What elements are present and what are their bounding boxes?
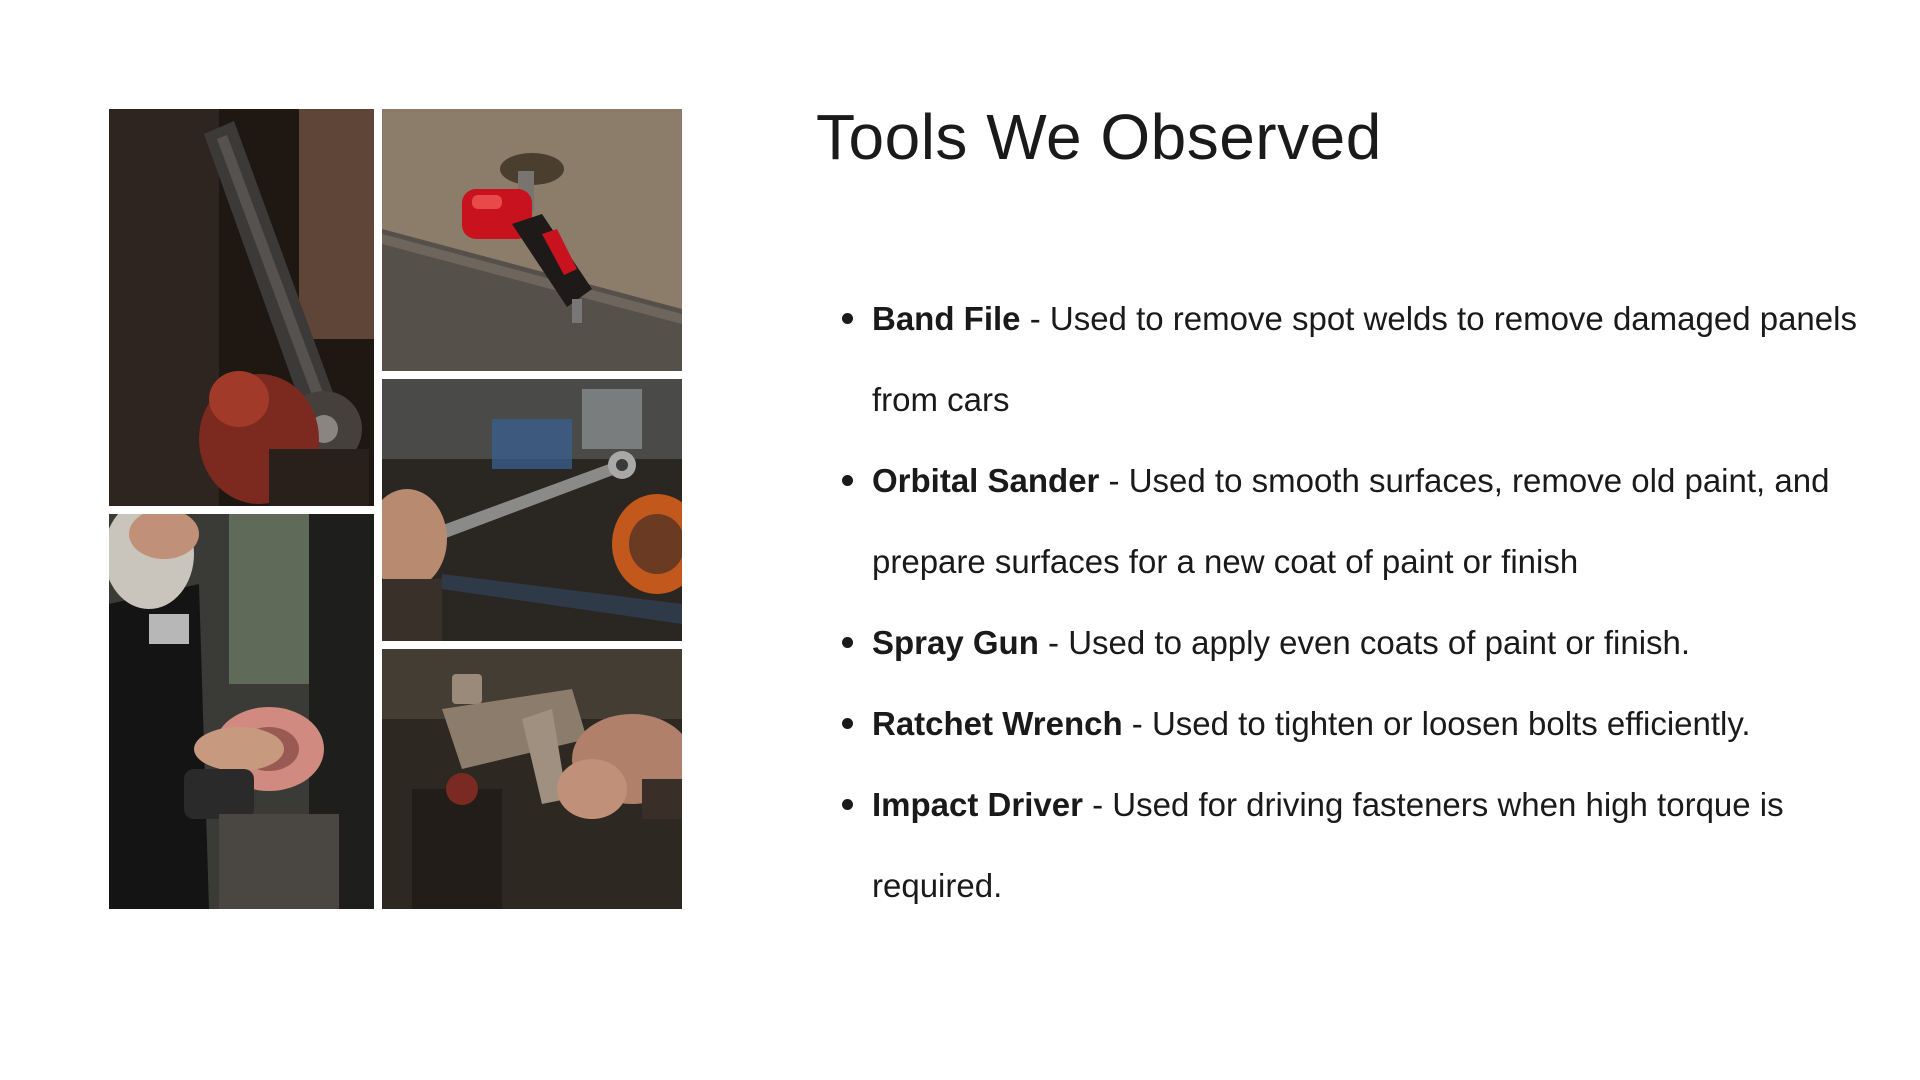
tool-name: Impact Driver	[872, 786, 1083, 823]
bullet-icon	[842, 799, 853, 810]
tool-name: Ratchet Wrench	[872, 705, 1123, 742]
tool-separator: -	[1020, 300, 1050, 337]
tool-item-impact-driver	[872, 764, 1877, 926]
band-file-photo	[109, 109, 374, 506]
band-file-icon	[109, 109, 374, 506]
tool-name: Band File	[872, 300, 1021, 337]
tool-item-orbital-sander	[872, 440, 1877, 602]
orbital-sander-photo	[109, 514, 374, 909]
bullet-icon	[842, 313, 853, 324]
tool-item-spray-gun	[872, 602, 1877, 683]
tool-separator: -	[1038, 624, 1069, 661]
tool-description: Used to apply even coats of paint or finish.	[1068, 624, 1691, 661]
slide-title: Tools We Observed	[816, 101, 1382, 173]
air-grinder-photo	[382, 109, 682, 371]
bullet-icon	[842, 637, 853, 648]
orbital-sander-icon	[109, 514, 374, 909]
ratchet-wrench-photo	[382, 379, 682, 641]
tool-description: Used to tighten or loosen bolts efficiently.	[1151, 705, 1751, 742]
tool-separator: -	[1082, 786, 1113, 823]
air-grinder-icon	[382, 109, 682, 371]
tool-separator: -	[1122, 705, 1152, 742]
tool-name: Spray Gun	[872, 624, 1039, 661]
spray-gun-icon	[382, 649, 682, 909]
ratchet-wrench-icon	[382, 379, 682, 641]
tools-list	[838, 278, 1877, 926]
bullet-icon	[842, 475, 853, 486]
tool-description: Used to remove spot welds to remove damaged panels from cars	[872, 300, 1857, 418]
tool-description: Used for driving fasteners when high torque is required.	[872, 786, 1784, 904]
tool-separator: -	[1099, 462, 1129, 499]
bullet-icon	[842, 718, 853, 729]
tool-name: Orbital Sander	[872, 462, 1100, 499]
tool-description: Used to smooth surfaces, remove old paint, and prepare surfaces for a new coat of paint or finish	[872, 462, 1830, 580]
tool-item-band-file	[872, 278, 1877, 440]
spray-gun-photo	[382, 649, 682, 909]
tool-item-ratchet-wrench	[872, 683, 1877, 764]
